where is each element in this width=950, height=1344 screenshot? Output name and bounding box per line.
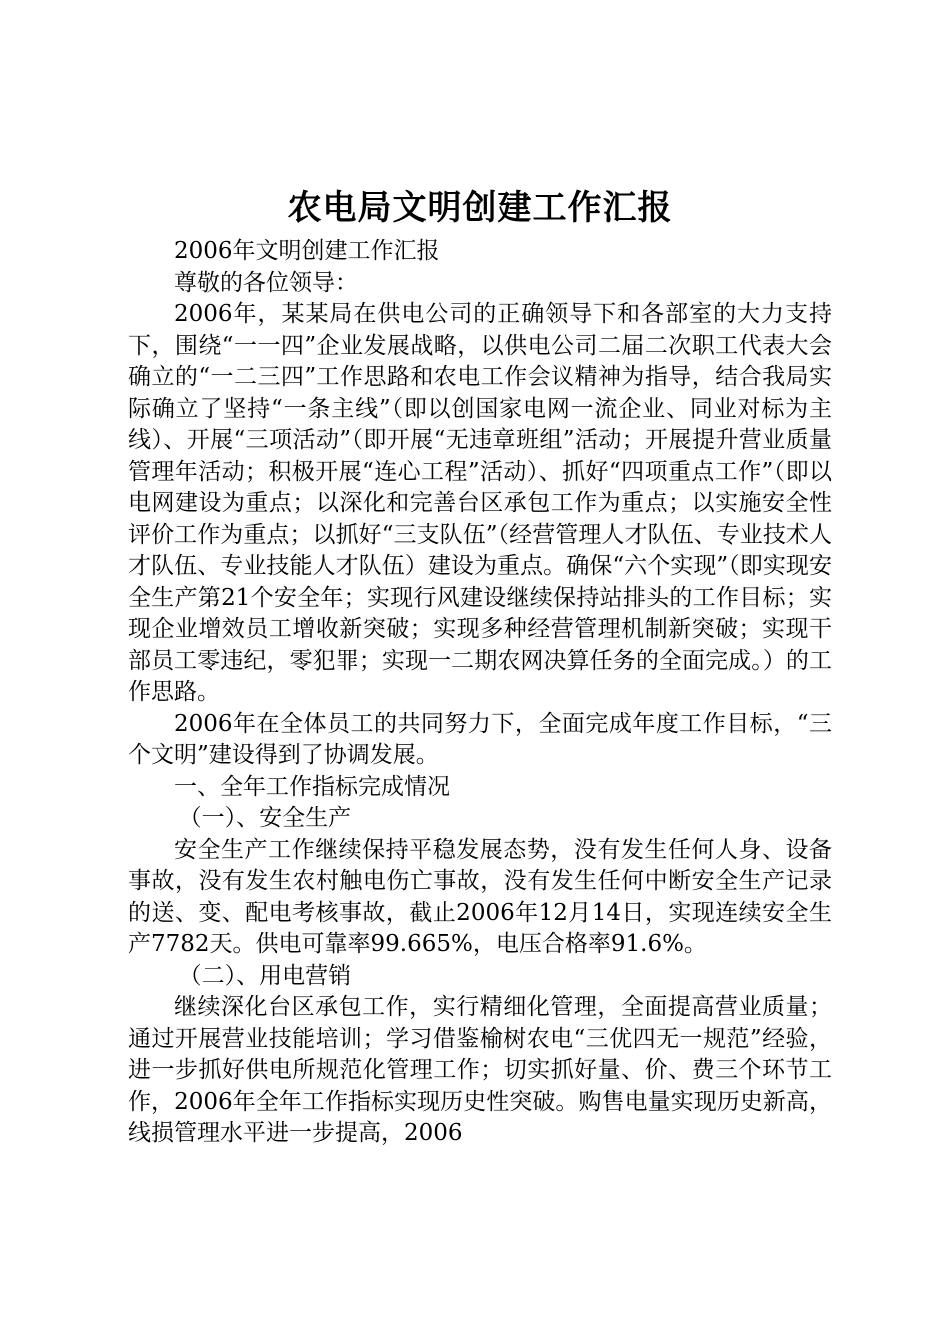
document-title: 农电局文明创建工作汇报 xyxy=(287,188,673,228)
salutation: 尊敬的各位领导： xyxy=(174,269,358,296)
report-subtitle: 2006年文明创建工作汇报 xyxy=(174,238,440,264)
body-paragraph-summary: 2006年在全体员工的共同努力下，全面完成年度工作目标，“三个文明”建设得到了协调发展。 xyxy=(128,710,832,768)
subsection-heading-marketing: （二）、用电营销 xyxy=(178,962,352,989)
body-paragraph-intro: 2006年，某某局在供电公司的正确领导下和各部室的大力支持下，围绕“一一四”企业发展战略，以供电公司二届二次职工代表大会确立的“一二三四”工作思路和农电工作会议精神为指导，结合我局实际确立了坚持“一条主线”（即以创国家电网一流企业、同业对标为主线）、开展“三项活动”（即开展“无违章班组”活动；开展提升营业质量管理年活动；积极开展“连心工程”活动）、抓好“四项重点工作”（即以电网建设为重点；以深化和完善台区承包工作为重点；以实施安全性评价工作为重点；以抓好“三支队伍”（经营管理人才队伍、专业技术人才队伍、专业技能人才队伍）建设为重点。确保“六个实现”（即实现安全生产第21个安全年；实现行风建设继续保持站排头的工作目标；实现企业增效员工增收新突破；实现多种经营管理机制新突破；实现干部员工零违纪，零犯罪；实现一二期农网决算任务的全面完成。）的工作思路。 xyxy=(128,301,832,705)
body-paragraph-safety: 安全生产工作继续保持平稳发展态势，没有发生任何人身、设备事故，没有发生农村触电伤亡事故，没有发生任何中断安全生产记录的送、变、配电考核事故，截止2006年12月14日，实现连续安全生产7782天。供电可靠率99.665%，电压合格率91.6%。 xyxy=(128,836,832,957)
subsection-heading-safety: （一）、安全生产 xyxy=(178,805,352,831)
body-paragraph-marketing: 继续深化台区承包工作，实行精细化管理，全面提高营业质量；通过开展营业技能培训；学习借鉴榆树农电“三优四无一规范”经验，进一步抓好供电所规范化管理工作；切实抓好量、价、费三个环节工作，2006年全年工作指标实现历史性突破。购售电量实现历史新高，线损管理水平进一步提高，2006 xyxy=(128,994,832,1146)
section-heading-1: 一、全年工作指标完成情况 xyxy=(174,773,450,800)
document-page xyxy=(128,182,832,1150)
